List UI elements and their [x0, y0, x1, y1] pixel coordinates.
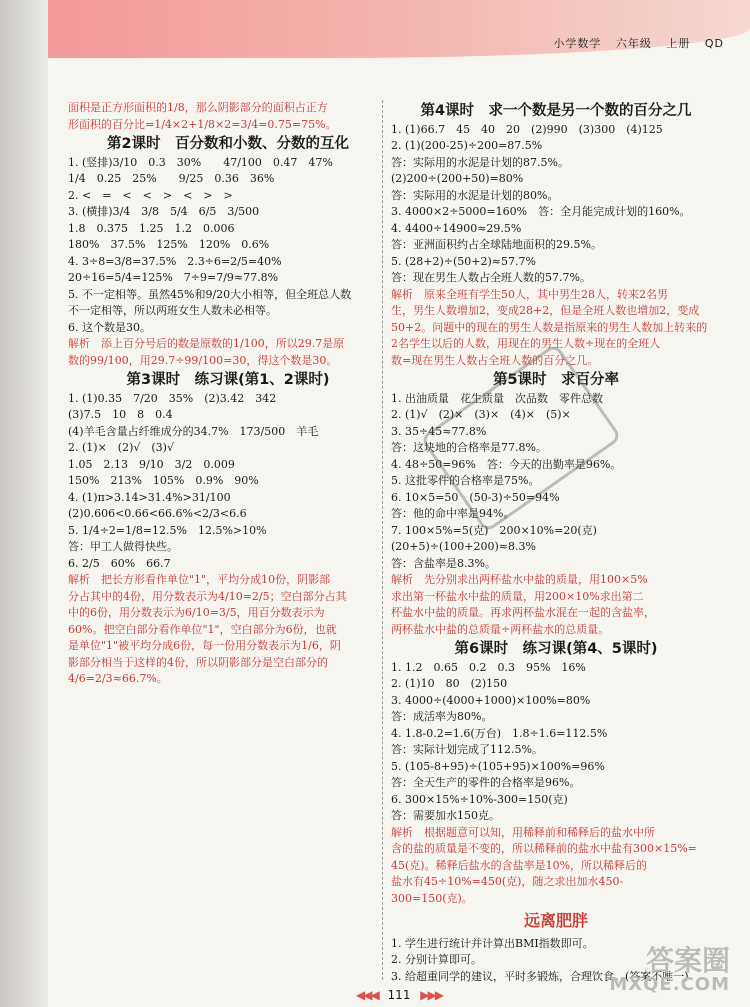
subject-label: 小学数学: [553, 37, 602, 50]
left-column: [68, 100, 388, 688]
text-line: 60%。把空白部分看作单位"1"，空白部分为6份，也就: [68, 622, 337, 636]
text-line: 两杯盐水中盐的总质量÷两杯盐水的总质量。: [391, 622, 610, 636]
text-line: 4. 1.8-0.2=1.6(万台) 1.8÷1.6=112.5%: [391, 726, 608, 740]
text-line: 6. 300×15%÷10%-300=150(克): [391, 792, 568, 806]
lesson4-title: 第4课时 求一个数是另一个数的百分之几: [420, 103, 692, 119]
text-line: 分占其中的4份，用分数表示为4/10=2/5；空白部分占其: [68, 589, 347, 603]
lesson6-answers: [391, 660, 721, 825]
special-title: 远离肥胖: [523, 911, 588, 930]
text-line: 1/4 0.25 25% 9/25 0.36 36%: [68, 172, 275, 185]
text-line: 2. 分别计算即可。: [391, 953, 482, 966]
text-line: 2. (1)10 80 (2)150: [391, 677, 508, 690]
intro-block: [68, 100, 388, 133]
text-line: (2)0.606<0.66<66.6%<2/3<6.6: [68, 507, 247, 520]
lesson3-title: 第3课时 练习课(第1、2课时): [126, 372, 330, 388]
lesson5-title: 第5课时 求百分率: [492, 372, 620, 388]
text-line: 答：成活率为80%。: [391, 710, 493, 723]
text-line: 数=现在男生人数占全班人数的百分之几。: [391, 353, 599, 367]
text-line: 1.05 2.13 9/10 3/2 0.009: [68, 457, 235, 471]
text-line: 3. (横排)3/4 3/8 5/4 6/5 3/500: [68, 205, 260, 218]
text-line: (3)7.5 10 8 0.4: [68, 408, 173, 421]
page: [48, 0, 750, 1007]
text-line: 6. 10×5=50 (50-3)÷50=94%: [391, 490, 560, 504]
text-line: 150% 213% 105% 0.9% 90%: [68, 474, 259, 487]
text-line: 4/6=2/3≈66.7%。: [68, 672, 168, 685]
text-line: 1. 学生进行统计并计算出BMI指数即可。: [391, 936, 594, 950]
text-line: 1. (1)0.35 7/20 35% (2)3.42 342: [68, 391, 277, 405]
text-line: 2. < = < < > < > >: [68, 188, 233, 202]
text-line: 4. 48÷50=96% 答：今天的出勤率是96%。: [391, 457, 622, 471]
text-line: 答：他的命中率是94%。: [391, 507, 515, 520]
text-line: 解析 添上百分号后的数是原数的1/100，所以29.7是原: [68, 337, 345, 350]
text-line: 答：这块地的合格率是77.8%。: [391, 441, 547, 454]
lesson2-title: 第2课时 百分数和小数、分数的互化: [106, 136, 350, 152]
watermark-line1: 答案圈: [645, 944, 730, 977]
text-line: 2名学生以后的人数，用现在的男生人数÷现在的全班人: [391, 337, 661, 350]
lesson6-note: [391, 825, 721, 908]
text-line: 答：实际用的水泥是计划的87.5%。: [391, 155, 569, 169]
left-arrows-icon: ◀◀◀: [356, 988, 378, 1002]
text-line: 1. 1.2 0.65 0.2 0.3 95% 16%: [391, 660, 586, 674]
text-line: 6. 2/5 60% 66.7: [68, 556, 171, 570]
watermark-logo: [609, 944, 730, 995]
text-line: 解析 根据题意可以知，用稀释前和稀释后的盐水中所: [391, 825, 655, 839]
text-line: 面积是正方形面积的1/8，那么阴影部分的面积占正方: [68, 101, 328, 114]
text-line: 3. 4000×2÷5000=160% 答：全月能完成计划的160%。: [391, 205, 691, 218]
text-line: 45(克)。稀释后盐水的含盐率是10%，所以稀释后的: [391, 858, 648, 872]
page-number: 111: [387, 988, 411, 1002]
lesson5-note: [391, 572, 721, 638]
text-line: 6. 这个数是30。: [68, 320, 151, 334]
text-line: 答：亚洲面积约占全球陆地面积的29.5%。: [391, 238, 602, 251]
grade-label: 六年级: [615, 37, 652, 50]
text-line: 中的6份，用分数表示为6/10=3/5，用百分数表示为: [68, 606, 325, 619]
text-line: 答：现在男生人数占全班人数的57.7%。: [391, 271, 591, 284]
text-line: 含的盐的质量是不变的，所以稀释前的盐水中盐有300×15%=: [391, 842, 697, 855]
edition-label: QD: [704, 37, 724, 50]
text-line: 1.8 0.375 1.25 1.2 0.006: [68, 221, 235, 235]
volume-label: 上册: [666, 37, 691, 50]
text-line: 5. 这批零件的合格率是75%。: [391, 474, 540, 487]
page-edge: [0, 0, 48, 1007]
text-line: 不一定相等，所以两班女生人数未必相等。: [68, 304, 277, 317]
text-line: 3. 35÷45≈77.8%: [391, 424, 487, 438]
text-line: 答：需要加水150克。: [391, 809, 500, 822]
text-line: 3. 给超重同学的建议，平时多锻炼，合理饮食。(答案不唯一): [391, 969, 689, 983]
text-line: 4. 4400÷14900≈29.5%: [391, 221, 522, 235]
text-line: 20÷16=5/4=125% 7÷9=7/9≈77.8%: [68, 271, 279, 284]
lesson4-answers: [391, 122, 721, 287]
text-line: 答：实际用的水泥是计划的80%。: [391, 188, 559, 202]
text-line: 解析 原来全班有学生50人，其中男生28人，转来2名男: [391, 287, 668, 301]
text-line: 5. 不一定相等。虽然45%和9/20大小相等，但全班总人数: [68, 287, 352, 301]
text-line: 解析 先分别求出两杯盐水中盐的质量，用100×5%: [391, 573, 648, 586]
text-line: (4)羊毛含量占纤维成分的34.7% 173/500 羊毛: [68, 424, 319, 438]
text-line: 答：实际计划完成了112.5%。: [391, 743, 543, 756]
text-line: 答：全天生产的零件的合格率是96%。: [391, 776, 581, 789]
text-line: 5. (28+2)÷(50+2)≈57.7%: [391, 254, 536, 268]
text-line: 7. 100×5%=5(克) 200×10%=20(克): [391, 523, 597, 537]
text-line: 盐水有45÷10%=450(克)，随之求出加水450-: [391, 875, 624, 888]
text-line: (20+5)÷(100+200)≈8.3%: [391, 540, 536, 553]
text-line: 180% 37.5% 125% 120% 0.6%: [68, 238, 270, 251]
text-line: 3. 4000÷(4000+1000)×100%=80%: [391, 693, 591, 707]
text-line: 1. 出油质量 花生质量 次品数 零件总数: [391, 391, 603, 405]
lesson3-note: [68, 572, 388, 688]
text-line: 求出第一杯盐水中盐的质量，用200×10%求出第二: [391, 589, 644, 603]
lesson3-answers: [68, 391, 388, 573]
book-info: [543, 35, 724, 51]
text-line: 5. 1/4÷2=1/8=12.5% 12.5%>10%: [68, 523, 267, 537]
lesson2-note: [68, 336, 388, 369]
lesson2-answers: [68, 155, 388, 337]
text-line: 1. (1)66.7 45 40 20 (2)990 (3)300 (4)125: [391, 122, 663, 136]
text-line: 1. (竖排)3/10 0.3 30% 47/100 0.47 47%: [68, 155, 333, 169]
right-arrows-icon: ▶▶▶: [420, 988, 442, 1002]
text-line: 4. 3÷8=3/8=37.5% 2.3÷6=2/5=40%: [68, 254, 282, 268]
text-line: 形面积的百分比=1/4×2+1/8×2=3/4=0.75=75%。: [68, 117, 337, 131]
text-line: 答：含盐率是8.3%。: [391, 556, 496, 570]
right-column: [391, 100, 721, 985]
text-line: 2. (1)(200-25)÷200=87.5%: [391, 139, 543, 152]
text-line: 50+2。问题中的现在的男生人数是指原来的男生人数加上转来的: [391, 320, 708, 334]
text-line: 影部分相当于这样的4份，所以阴影部分是空白部分的: [68, 655, 328, 669]
text-line: 杯盐水中盐的质量。再求两杯盐水混在一起的含盐率，: [391, 606, 655, 619]
text-line: (2)200÷(200+50)=80%: [391, 172, 524, 185]
lesson6-title: 第6课时 练习课(第4、5课时): [454, 641, 658, 657]
text-line: 是单位"1"被平均分成6份，每一份用分数表示为1/6，阴: [68, 639, 341, 652]
text-line: 生，男生人数增加2，变成28+2，但是全班人数也增加2，变成: [391, 304, 700, 317]
text-line: 2. (1)× (2)√ (3)√: [68, 441, 174, 454]
text-line: 4. (1)π>3.14>31.4%>31/100: [68, 490, 231, 504]
text-line: 2. (1)√ (2)× (3)× (4)× (5)×: [391, 408, 571, 421]
watermark-line2: MXQE.COM: [609, 974, 730, 995]
text-line: 数的99/100，用29.7÷99/100=30，得这个数是30。: [68, 353, 338, 367]
text-line: 5. (105-8+95)÷(105+95)×100%=96%: [391, 759, 605, 773]
text-line: 解析 把长方形看作单位"1"，平均分成10份，阴影部: [68, 573, 331, 586]
text-line: 300=150(克)。: [391, 891, 473, 905]
text-line: 答：甲工人做得快些。: [68, 540, 178, 553]
